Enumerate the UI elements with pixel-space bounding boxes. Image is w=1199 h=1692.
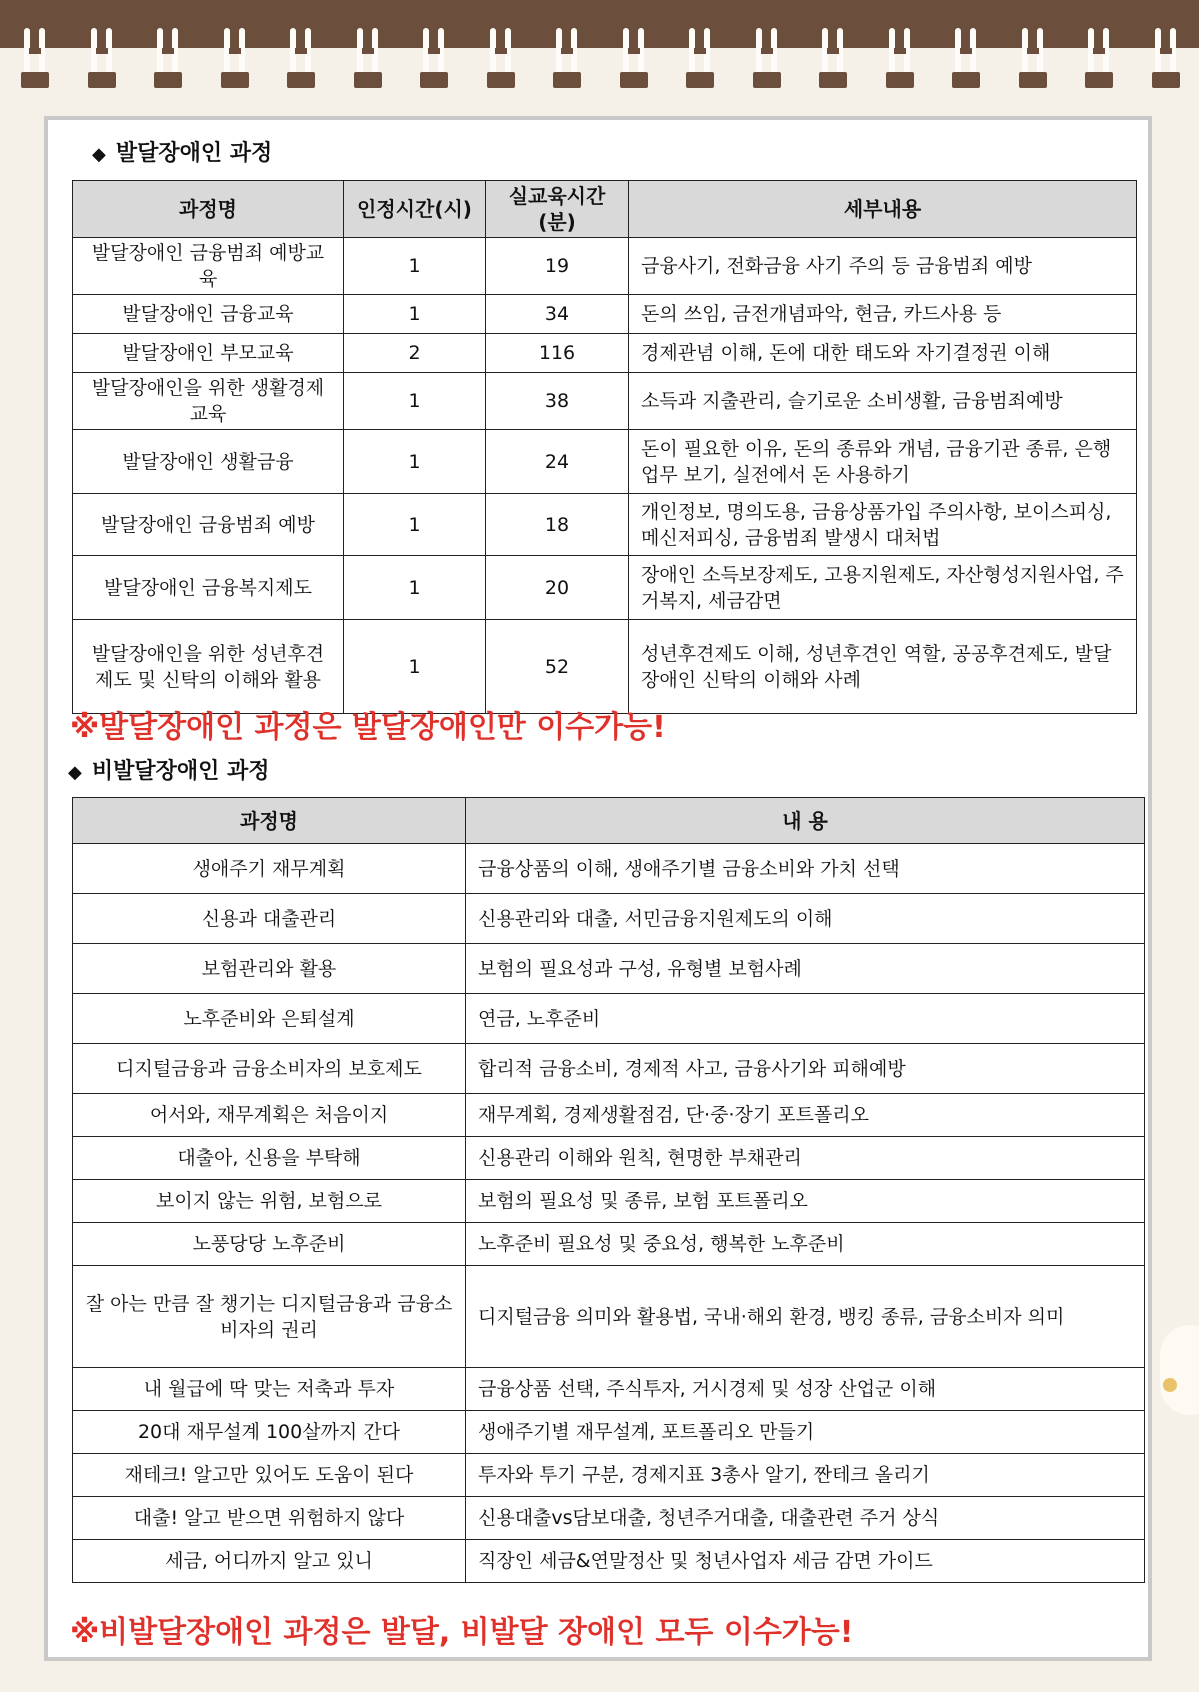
- spiral-hook-icon: [488, 28, 514, 88]
- spiral-hook-icon: [155, 28, 181, 88]
- detail-cell: 장애인 소득보장제도, 고용지원제도, 자산형성지원사업, 주거복지, 세금감면: [629, 556, 1137, 620]
- spiral-hook-icon: [687, 28, 713, 88]
- spiral-hook-icon: [754, 28, 780, 88]
- table-row: [73, 494, 1137, 556]
- course-name-cell: 발달장애인을 위한 성년후견제도 및 신탁의 이해와 활용: [73, 620, 344, 714]
- section1-title: ◆ 발달장애인 과정: [92, 141, 273, 166]
- section2-notice: ※비발달장애인 과정은 발달, 비발달 장애인 모두 이수가능!: [70, 1615, 854, 1650]
- header-course-name: 과정명: [73, 181, 344, 238]
- header-credit-hours: 인정시간(시): [344, 181, 486, 238]
- content-cell: 신용대출vs담보대출, 청년주거대출, 대출관련 주거 상식: [466, 1497, 1145, 1540]
- detail-cell: 돈의 쓰임, 금전개념파악, 현금, 카드사용 등: [629, 295, 1137, 334]
- spiral-hooks: [0, 0, 1199, 100]
- detail-cell: 소득과 지출관리, 슬기로운 소비생활, 금융범죄예방: [629, 373, 1137, 430]
- table-row: [73, 430, 1137, 494]
- content-cell: 디지털금융 의미와 활용법, 국내·해외 환경, 뱅킹 종류, 금융소비자 의미: [466, 1266, 1145, 1368]
- non-developmental-course-table: [72, 797, 1145, 1583]
- spiral-hook-icon: [621, 28, 647, 88]
- course-name-cell: 디지털금융과 금융소비자의 보호제도: [73, 1044, 466, 1094]
- decorative-flower-center: [1163, 1378, 1177, 1392]
- diamond-bullet-icon: ◆: [68, 762, 82, 783]
- content-cell: 생애주기별 재무설계, 포트폴리오 만들기: [466, 1411, 1145, 1454]
- course-name-cell: 20대 재무설계 100살까지 간다: [73, 1411, 466, 1454]
- spiral-hook-icon: [820, 28, 846, 88]
- table-row: [73, 334, 1137, 373]
- table-header-row: [73, 181, 1137, 238]
- actual-minutes-cell: 20: [486, 556, 629, 620]
- section2-title: ◆ 비발달장애인 과정: [68, 759, 270, 784]
- credit-hours-cell: 2: [344, 334, 486, 373]
- table-row: [73, 295, 1137, 334]
- table-header-row: [73, 798, 1145, 844]
- spiral-hook-icon: [355, 28, 381, 88]
- course-name-cell: 보이지 않는 위험, 보험으로: [73, 1180, 466, 1223]
- credit-hours-cell: 1: [344, 238, 486, 295]
- detail-cell: 경제관념 이해, 돈에 대한 태도와 자기결정권 이해: [629, 334, 1137, 373]
- course-name-cell: 신용과 대출관리: [73, 894, 466, 944]
- course-name-cell: 발달장애인 금융복지제도: [73, 556, 344, 620]
- actual-minutes-cell: 116: [486, 334, 629, 373]
- header-content: 내 용: [466, 798, 1145, 844]
- course-name-cell: 노후준비와 은퇴설계: [73, 994, 466, 1044]
- actual-minutes-cell: 19: [486, 238, 629, 295]
- content-cell: 신용관리 이해와 원칙, 현명한 부채관리: [466, 1137, 1145, 1180]
- course-name-cell: 세금, 어디까지 알고 있니: [73, 1540, 466, 1583]
- course-name-cell: 내 월급에 딱 맞는 저축과 투자: [73, 1368, 466, 1411]
- spiral-hook-icon: [421, 28, 447, 88]
- decorative-flower: [1160, 1325, 1199, 1415]
- header-detail: 세부내용: [629, 181, 1137, 238]
- spiral-hook-icon: [1086, 28, 1112, 88]
- course-name-cell: 발달장애인 부모교육: [73, 334, 344, 373]
- content-cell: 노후준비 필요성 및 중요성, 행복한 노후준비: [466, 1223, 1145, 1266]
- table-row: [73, 556, 1137, 620]
- spiral-hook-icon: [887, 28, 913, 88]
- credit-hours-cell: 1: [344, 620, 486, 714]
- content-cell: 금융상품 선택, 주식투자, 거시경제 및 성장 산업군 이해: [466, 1368, 1145, 1411]
- diamond-bullet-icon: ◆: [92, 144, 106, 165]
- course-name-cell: 발달장애인 금융범죄 예방: [73, 494, 344, 556]
- table-row: [73, 994, 1145, 1044]
- course-name-cell: 잘 아는 만큼 잘 챙기는 디지털금융과 금융소비자의 권리: [73, 1266, 466, 1368]
- table-row: [73, 1368, 1145, 1411]
- detail-cell: 성년후견제도 이해, 성년후견인 역할, 공공후견제도, 발달장애인 신탁의 이해와 사례: [629, 620, 1137, 714]
- credit-hours-cell: 1: [344, 430, 486, 494]
- course-name-cell: 대출! 알고 받으면 위험하지 않다: [73, 1497, 466, 1540]
- content-cell: 합리적 금융소비, 경제적 사고, 금융사기와 피해예방: [466, 1044, 1145, 1094]
- course-name-cell: 생애주기 재무계획: [73, 844, 466, 894]
- content-cell: 직장인 세금&연말정산 및 청년사업자 세금 감면 가이드: [466, 1540, 1145, 1583]
- credit-hours-cell: 1: [344, 494, 486, 556]
- table-row: [73, 944, 1145, 994]
- content-cell: 투자와 투기 구분, 경제지표 3총사 알기, 짠테크 올리기: [466, 1454, 1145, 1497]
- table-row: [73, 620, 1137, 714]
- table-row: [73, 1540, 1145, 1583]
- spiral-hook-icon: [554, 28, 580, 88]
- detail-cell: 돈이 필요한 이유, 돈의 종류와 개념, 금융기관 종류, 은행업무 보기, 실전에서 돈 사용하기: [629, 430, 1137, 494]
- actual-minutes-cell: 24: [486, 430, 629, 494]
- table-row: [73, 1180, 1145, 1223]
- spiral-hook-icon: [1153, 28, 1179, 88]
- table-row: [73, 1411, 1145, 1454]
- course-name-cell: 발달장애인 금융교육: [73, 295, 344, 334]
- course-name-cell: 발달장애인 금융범죄 예방교육: [73, 238, 344, 295]
- table-row: [73, 1497, 1145, 1540]
- spiral-hook-icon: [288, 28, 314, 88]
- table-row: [73, 1266, 1145, 1368]
- credit-hours-cell: 1: [344, 556, 486, 620]
- table-row: [73, 1044, 1145, 1094]
- actual-minutes-cell: 18: [486, 494, 629, 556]
- detail-cell: 금융사기, 전화금융 사기 주의 등 금융범죄 예방: [629, 238, 1137, 295]
- course-name-cell: 발달장애인을 위한 생활경제 교육: [73, 373, 344, 430]
- content-cell: 보험의 필요성과 구성, 유형별 보험사례: [466, 944, 1145, 994]
- course-name-cell: 재테크! 알고만 있어도 도움이 된다: [73, 1454, 466, 1497]
- header-actual-minutes: 실교육시간(분): [486, 181, 629, 238]
- table-row: [73, 844, 1145, 894]
- detail-cell: 개인정보, 명의도용, 금융상품가입 주의사항, 보이스피싱, 메신저피싱, 금융범죄 발생시 대처법: [629, 494, 1137, 556]
- course-name-cell: 발달장애인 생활금융: [73, 430, 344, 494]
- table-row: [73, 238, 1137, 295]
- header-course-name: 과정명: [73, 798, 466, 844]
- course-name-cell: 대출아, 신용을 부탁해: [73, 1137, 466, 1180]
- table-row: [73, 894, 1145, 944]
- spiral-hook-icon: [1020, 28, 1046, 88]
- spiral-hook-icon: [22, 28, 48, 88]
- table-row: [73, 1094, 1145, 1137]
- actual-minutes-cell: 52: [486, 620, 629, 714]
- actual-minutes-cell: 38: [486, 373, 629, 430]
- credit-hours-cell: 1: [344, 295, 486, 334]
- spiral-hook-icon: [89, 28, 115, 88]
- content-cell: 연금, 노후준비: [466, 994, 1145, 1044]
- spiral-hook-icon: [953, 28, 979, 88]
- table-row: [73, 1454, 1145, 1497]
- table-row: [73, 1223, 1145, 1266]
- section1-notice: ※발달장애인 과정은 발달장애인만 이수가능!: [70, 710, 666, 745]
- course-name-cell: 보험관리와 활용: [73, 944, 466, 994]
- course-name-cell: 노풍당당 노후준비: [73, 1223, 466, 1266]
- credit-hours-cell: 1: [344, 373, 486, 430]
- content-cell: 재무계획, 경제생활점검, 단·중·장기 포트폴리오: [466, 1094, 1145, 1137]
- course-name-cell: 어서와, 재무계획은 처음이지: [73, 1094, 466, 1137]
- actual-minutes-cell: 34: [486, 295, 629, 334]
- content-cell: 신용관리와 대출, 서민금융지원제도의 이해: [466, 894, 1145, 944]
- content-cell: 보험의 필요성 및 종류, 보험 포트폴리오: [466, 1180, 1145, 1223]
- developmental-course-table: [72, 180, 1137, 714]
- content-cell: 금융상품의 이해, 생애주기별 금융소비와 가치 선택: [466, 844, 1145, 894]
- table-row: [73, 373, 1137, 430]
- table-row: [73, 1137, 1145, 1180]
- spiral-hook-icon: [222, 28, 248, 88]
